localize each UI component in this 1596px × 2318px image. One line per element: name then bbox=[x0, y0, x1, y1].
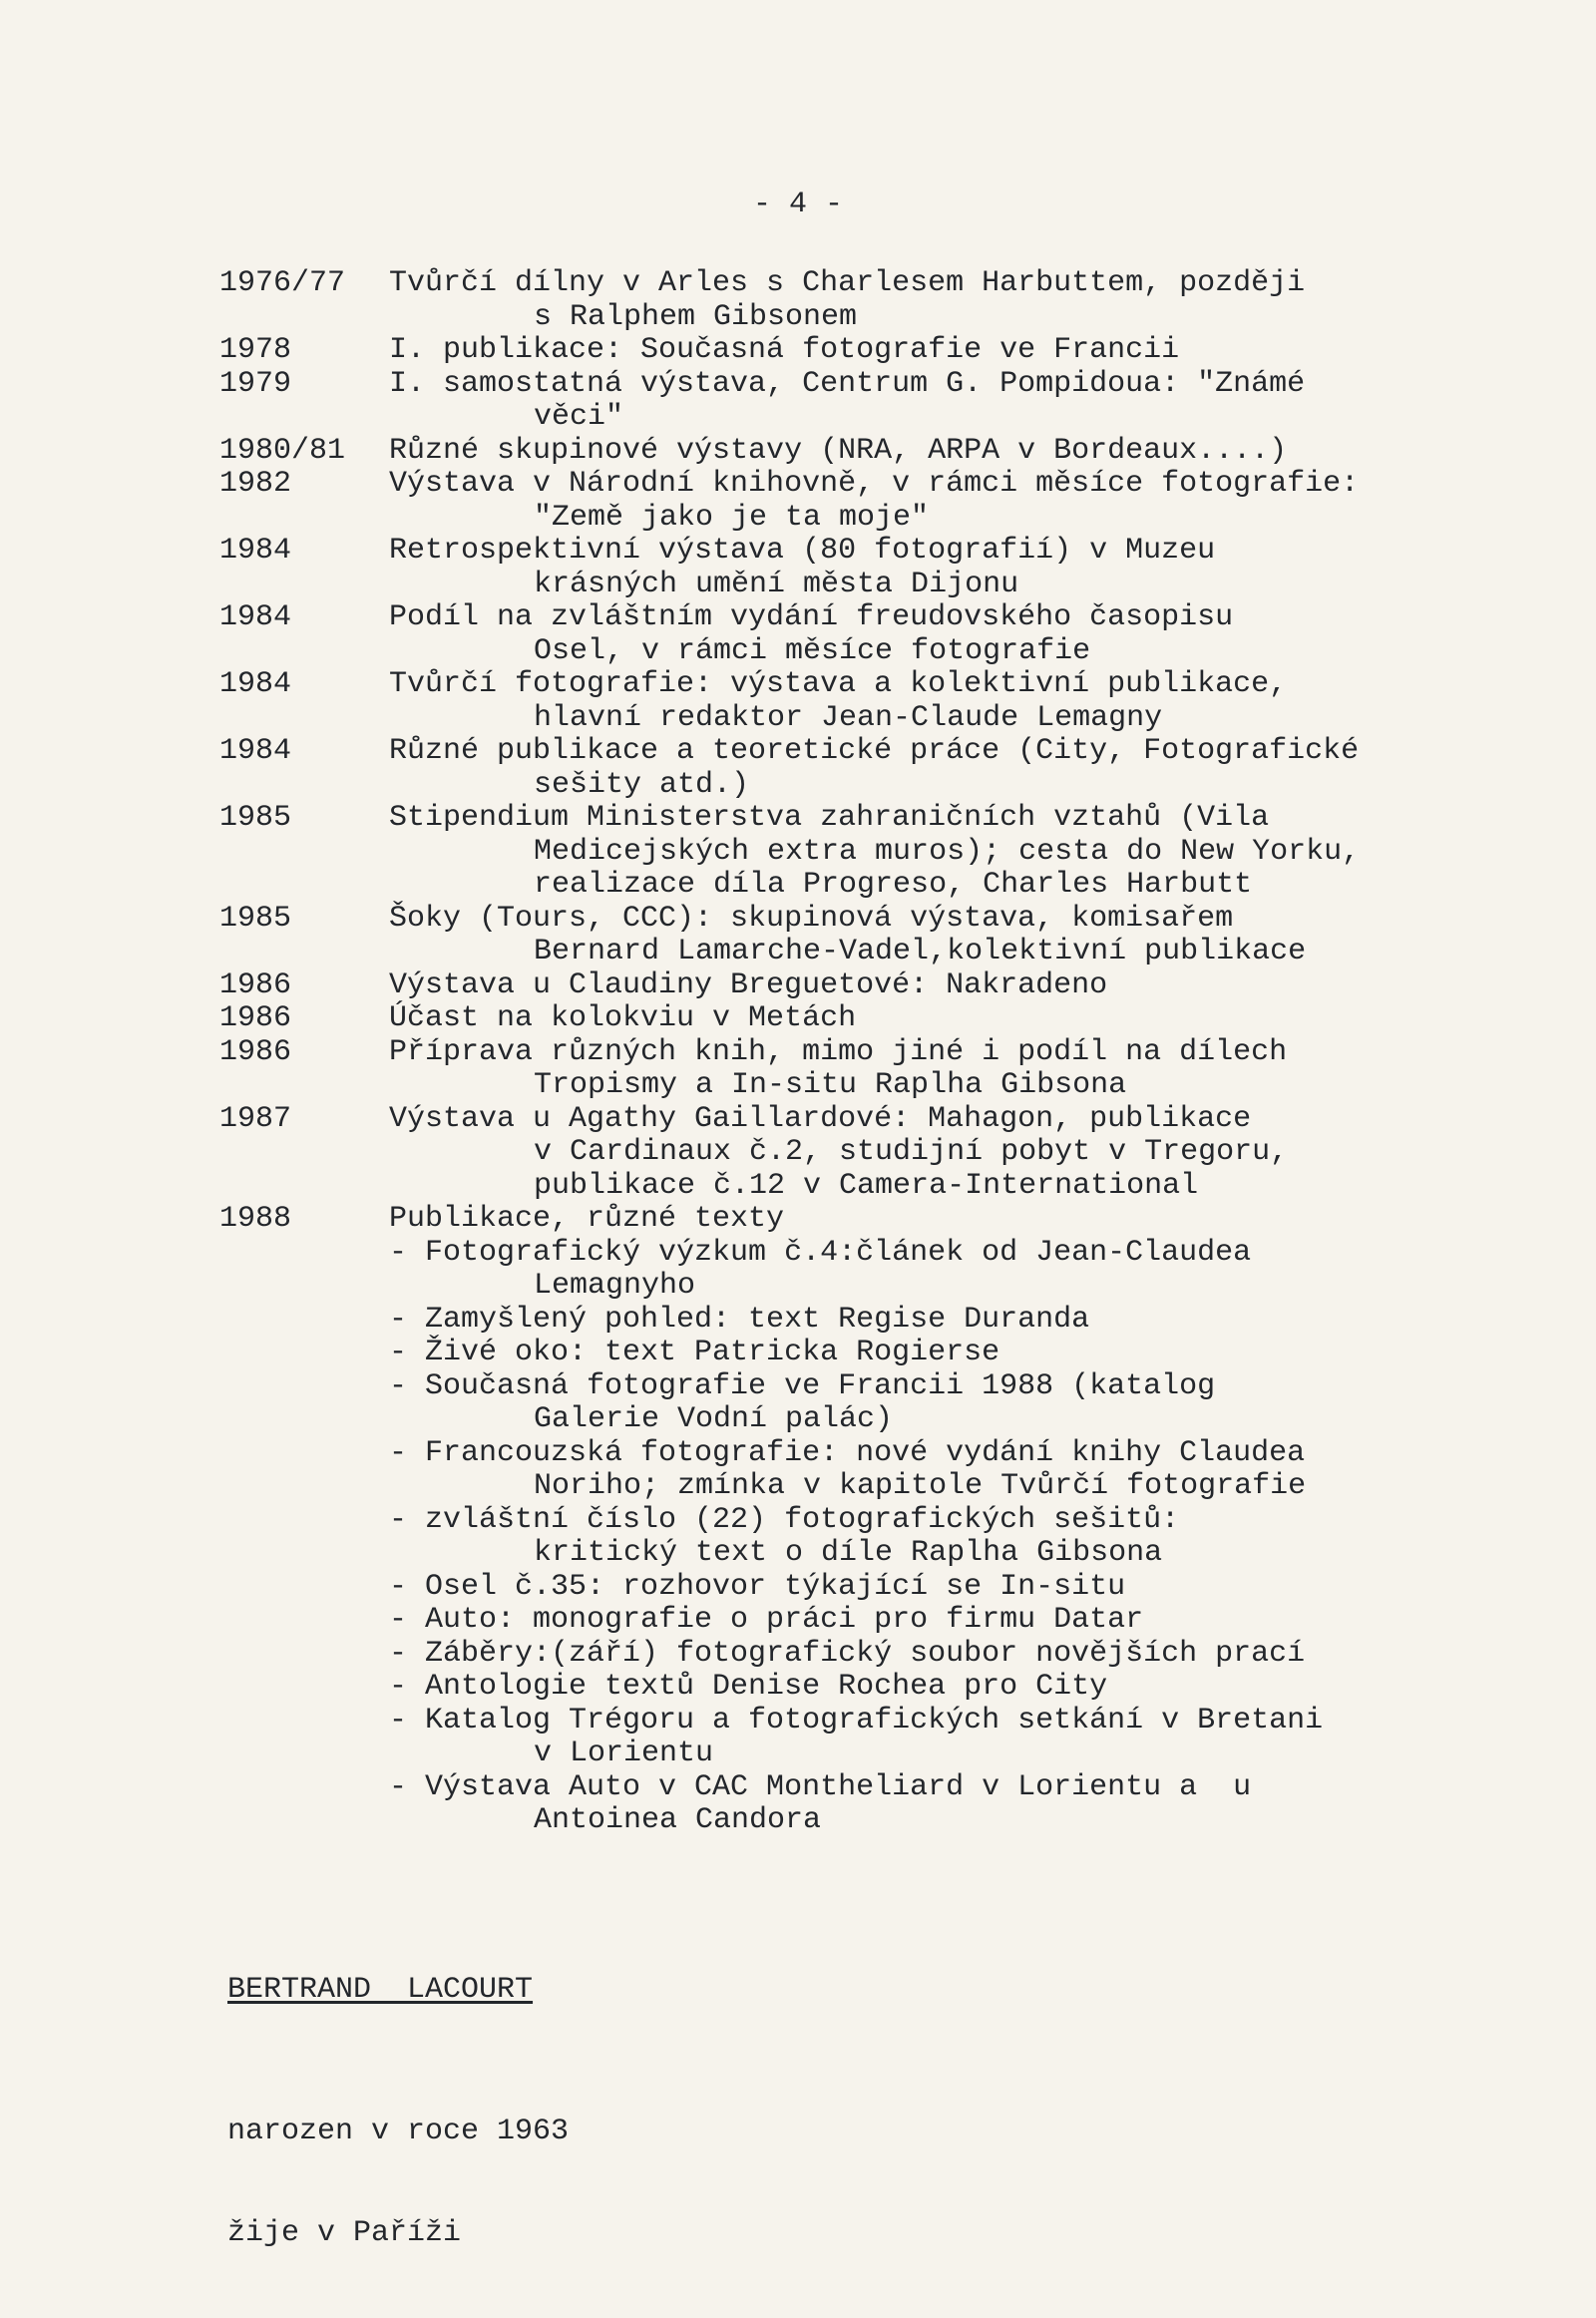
bio-line: žije v Paříži bbox=[227, 2216, 462, 2250]
artist-name-heading: BERTRAND LACOURT bbox=[227, 1973, 534, 2007]
entry-line: I. publikace: Současná fotografie ve Francii bbox=[389, 333, 1180, 367]
entry-line: Retrospektivní výstava (80 fotografií) v Muzeu bbox=[389, 534, 1216, 568]
entry-line: "Země jako je ta moje" bbox=[534, 500, 930, 535]
cv-entry bbox=[219, 535, 1556, 601]
publication-line: - Fotografický výzkum č.4:článek od Jean-Claudea bbox=[389, 1235, 1252, 1270]
entry-text bbox=[389, 1002, 1556, 1036]
entry-line: I. samostatná výstava, Centrum G. Pompidoua: "Známé bbox=[389, 366, 1306, 401]
cv-entry bbox=[219, 601, 1556, 668]
entry-line: Výstava v Národní knihovně, v rámci měsíce fotografie: bbox=[389, 467, 1360, 501]
entry-text bbox=[389, 334, 1556, 368]
entry-year: 1984 bbox=[219, 534, 292, 568]
entry-year: 1988 bbox=[219, 1202, 292, 1236]
entry-line: Tvůrčí dílny v Arles s Charlesem Harbuttem, později bbox=[389, 266, 1306, 300]
publication-item bbox=[389, 1304, 1556, 1338]
publication-item bbox=[389, 1437, 1556, 1504]
publication-line: v Lorientu bbox=[534, 1737, 714, 1770]
entry-line: Různé skupinové výstavy (NRA, ARPA v Bordeaux....) bbox=[389, 433, 1288, 468]
cv-entry bbox=[219, 668, 1556, 735]
entry-year: 1979 bbox=[219, 366, 292, 401]
cv-entry bbox=[219, 735, 1556, 802]
entry-text bbox=[389, 468, 1556, 535]
entry-line: Příprava různých knih, mimo jiné i podíl na dílech bbox=[389, 1034, 1288, 1069]
cv-entry bbox=[219, 903, 1556, 969]
publication-line: - Výstava Auto v CAC Montheliard v Lorientu a u bbox=[389, 1769, 1252, 1804]
entry-line: Různé publikace a teoretické práce (City, Fotografické bbox=[389, 734, 1360, 768]
entry-line: Publikace, různé texty bbox=[389, 1202, 785, 1236]
entry-line: Výstava u Claudiny Breguetové: Nakradeno bbox=[389, 967, 1108, 1002]
publication-item bbox=[389, 1771, 1556, 1838]
entry-text bbox=[389, 535, 1556, 601]
cv-entry bbox=[219, 1002, 1556, 1036]
cv-entry bbox=[219, 435, 1556, 469]
entry-line: publikace č.12 v Camera-International bbox=[534, 1168, 1199, 1203]
publication-item bbox=[389, 1337, 1556, 1370]
entry-line: Účast na kolokviu v Metách bbox=[389, 1001, 857, 1035]
cv-entry bbox=[219, 1103, 1556, 1204]
bio-line: narozen v roce 1963 bbox=[227, 2115, 570, 2148]
publication-line: - Zamyšlený pohled: text Regise Duranda bbox=[389, 1302, 1090, 1337]
exhibition-list bbox=[219, 267, 1556, 1838]
publication-item bbox=[389, 1237, 1556, 1304]
entry-text bbox=[389, 735, 1556, 802]
entry-text bbox=[389, 802, 1556, 903]
entry-year: 1987 bbox=[219, 1101, 292, 1136]
entry-text bbox=[389, 903, 1556, 969]
artist-bio bbox=[227, 2047, 569, 2318]
publication-line: Lemagnyho bbox=[534, 1269, 696, 1303]
cv-entry bbox=[219, 267, 1556, 334]
publication-item bbox=[389, 1504, 1556, 1571]
entry-text bbox=[389, 1036, 1556, 1103]
publication-item bbox=[389, 1571, 1556, 1605]
entry-year: 1984 bbox=[219, 667, 292, 701]
entry-year: 1985 bbox=[219, 801, 292, 835]
entry-line: Bernard Lamarche-Vadel,kolektivní publikace bbox=[534, 935, 1307, 968]
entry-text bbox=[389, 601, 1556, 668]
entry-line: Stipendium Ministerstva zahraničních vztahů (Vila bbox=[389, 801, 1270, 835]
entry-year: 1986 bbox=[219, 1001, 292, 1035]
entry-year: 1985 bbox=[219, 901, 292, 936]
entry-line: krásných umění města Dijonu bbox=[534, 567, 1019, 601]
publication-line: - Francouzská fotografie: nové vydání knihy Claudea bbox=[389, 1435, 1306, 1470]
cv-entry bbox=[219, 468, 1556, 535]
entry-text bbox=[389, 1103, 1556, 1204]
cv-entry bbox=[219, 368, 1556, 435]
entry-year: 1986 bbox=[219, 967, 292, 1002]
publication-line: - zvláštní číslo (22) fotografických sešitů: bbox=[389, 1502, 1180, 1537]
publication-item bbox=[389, 1604, 1556, 1638]
entry-year: 1984 bbox=[219, 600, 292, 634]
publication-line: - Antologie textů Denise Rochea pro City bbox=[389, 1670, 1108, 1704]
entry-year: 1986 bbox=[219, 1034, 292, 1069]
publication-line: - Katalog Trégoru a fotografických setkání v Bretani bbox=[389, 1703, 1324, 1738]
cv-entry bbox=[219, 1203, 1556, 1838]
publication-line: Antoinea Candora bbox=[534, 1803, 822, 1837]
entry-year: 1978 bbox=[219, 333, 292, 367]
publication-list bbox=[389, 1237, 1556, 1838]
entry-line: hlavní redaktor Jean-Claude Lemagny bbox=[534, 700, 1163, 735]
entry-text bbox=[389, 368, 1556, 435]
entry-year: 1976/77 bbox=[219, 266, 346, 300]
entry-line: Osel, v rámci měsíce fotografie bbox=[534, 633, 1091, 668]
entry-line: Tropismy a In-situ Raplha Gibsona bbox=[534, 1068, 1127, 1102]
entry-line: věci" bbox=[534, 400, 624, 434]
entry-line: Podíl na zvláštním vydání freudovského časopisu bbox=[389, 600, 1234, 634]
page-number: - 4 - bbox=[752, 188, 843, 221]
entry-line: Tvůrčí fotografie: výstava a kolektivní publikace, bbox=[389, 667, 1288, 701]
publication-item bbox=[389, 1638, 1556, 1672]
entry-year: 1982 bbox=[219, 467, 292, 501]
entry-line: v Cardinaux č.2, studijní pobyt v Tregoru, bbox=[534, 1135, 1289, 1169]
publication-line: - Osel č.35: rozhovor týkající se In-situ bbox=[389, 1569, 1126, 1604]
publication-line: - Živé oko: text Patricka Rogierse bbox=[389, 1336, 1000, 1369]
cv-entry bbox=[219, 969, 1556, 1003]
entry-text bbox=[389, 435, 1556, 469]
entry-text bbox=[389, 969, 1556, 1003]
publication-line: - Auto: monografie o práci pro firmu Datar bbox=[389, 1603, 1144, 1637]
entry-year: 1984 bbox=[219, 734, 292, 768]
entry-text bbox=[389, 1203, 1556, 1838]
publication-line: Noriho; zmínka v kapitole Tvůrčí fotografie bbox=[534, 1469, 1307, 1503]
entry-line: Šoky (Tours, CCC): skupinová výstava, komisařem bbox=[389, 901, 1234, 936]
entry-line: s Ralphem Gibsonem bbox=[534, 299, 858, 334]
cv-entry bbox=[219, 334, 1556, 368]
entry-text bbox=[389, 668, 1556, 735]
publication-line: Galerie Vodní palác) bbox=[534, 1402, 894, 1436]
cv-entry bbox=[219, 1036, 1556, 1103]
entry-line: Medicejských extra muros); cesta do New Yorku, bbox=[534, 834, 1361, 869]
cv-entry bbox=[219, 802, 1556, 903]
entry-line: realizace díla Progreso, Charles Harbutt bbox=[534, 868, 1253, 902]
publication-item bbox=[389, 1671, 1556, 1705]
entry-line: Výstava u Agathy Gaillardové: Mahagon, publikace bbox=[389, 1101, 1252, 1136]
publication-item bbox=[389, 1705, 1556, 1771]
entry-line: sešity atd.) bbox=[534, 767, 750, 802]
publication-item bbox=[389, 1370, 1556, 1437]
entry-year: 1980/81 bbox=[219, 433, 346, 468]
publication-line: - Záběry:(září) fotografický soubor novějších prací bbox=[389, 1636, 1306, 1671]
publication-line: - Současná fotografie ve Francii 1988 (katalog bbox=[389, 1368, 1216, 1403]
entry-text bbox=[389, 267, 1556, 334]
publication-line: kritický text o díle Raplha Gibsona bbox=[534, 1536, 1163, 1570]
